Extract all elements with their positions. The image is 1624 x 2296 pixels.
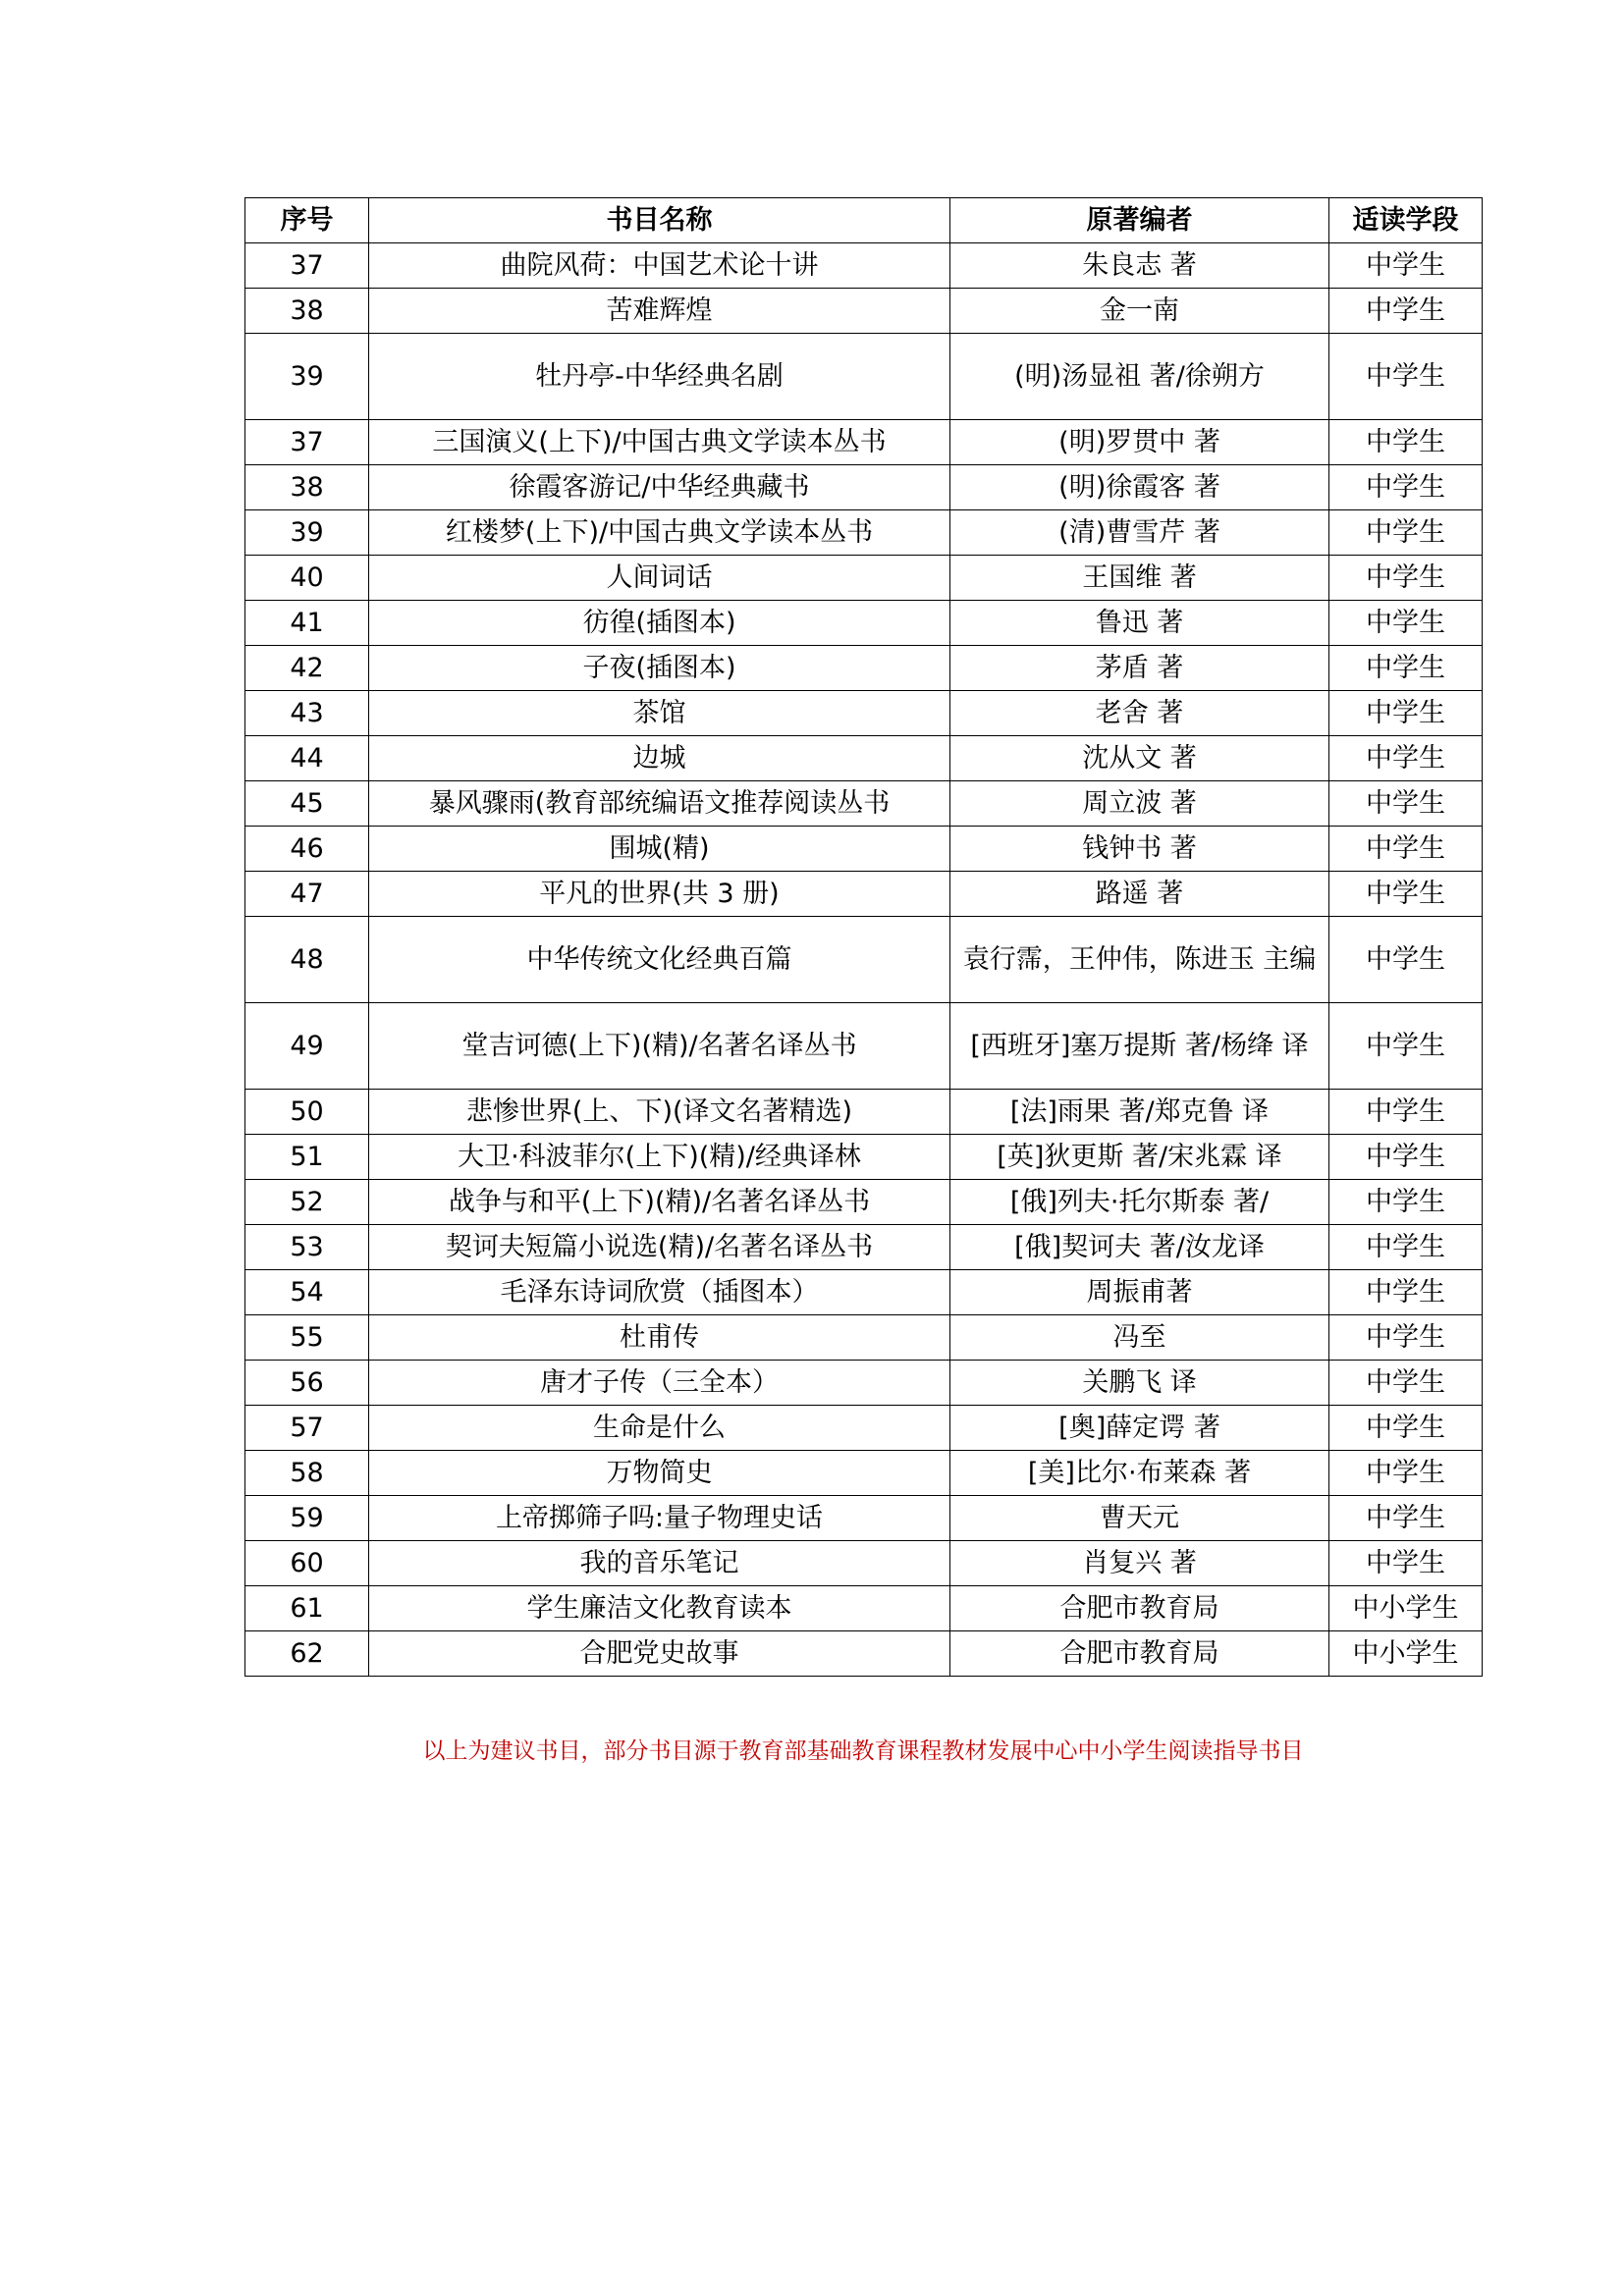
cell-number: 57 xyxy=(245,1406,369,1451)
cell-title: 上帝掷筛子吗:量子物理史话 xyxy=(369,1496,950,1541)
cell-number: 42 xyxy=(245,646,369,691)
cell-stage: 中学生 xyxy=(1329,1135,1483,1180)
cell-author: (明)汤显祖 著/徐朔方 xyxy=(950,334,1329,420)
table-row xyxy=(245,1586,1483,1631)
cell-author: 关鹏飞 译 xyxy=(950,1361,1329,1406)
cell-number: 55 xyxy=(245,1315,369,1361)
cell-number: 51 xyxy=(245,1135,369,1180)
cell-number: 56 xyxy=(245,1361,369,1406)
cell-stage: 中学生 xyxy=(1329,1406,1483,1451)
cell-author: 周振甫著 xyxy=(950,1270,1329,1315)
cell-number: 49 xyxy=(245,1003,369,1090)
cell-stage: 中学生 xyxy=(1329,1003,1483,1090)
cell-title: 暴风骤雨(教育部统编语文推荐阅读丛书 xyxy=(369,781,950,827)
cell-author: [奥]薛定谔 著 xyxy=(950,1406,1329,1451)
cell-number: 62 xyxy=(245,1631,369,1677)
cell-stage: 中学生 xyxy=(1329,917,1483,1003)
cell-stage: 中学生 xyxy=(1329,510,1483,556)
cell-title: 人间词话 xyxy=(369,556,950,601)
cell-author: 王国维 著 xyxy=(950,556,1329,601)
cell-stage: 中学生 xyxy=(1329,1541,1483,1586)
cell-author: [法]雨果 著/郑克鲁 译 xyxy=(950,1090,1329,1135)
table-row xyxy=(245,1003,1483,1090)
cell-stage: 中学生 xyxy=(1329,289,1483,334)
cell-author: (清)曹雪芹 著 xyxy=(950,510,1329,556)
table-row xyxy=(245,917,1483,1003)
table-row xyxy=(245,1631,1483,1677)
header-author: 原著编者 xyxy=(950,198,1329,243)
cell-number: 41 xyxy=(245,601,369,646)
cell-title: 堂吉诃德(上下)(精)/名著名译丛书 xyxy=(369,1003,950,1090)
cell-number: 50 xyxy=(245,1090,369,1135)
cell-author: 茅盾 著 xyxy=(950,646,1329,691)
cell-number: 40 xyxy=(245,556,369,601)
cell-stage: 中学生 xyxy=(1329,1361,1483,1406)
cell-number: 44 xyxy=(245,736,369,781)
cell-author: [俄]列夫·托尔斯泰 著/ xyxy=(950,1180,1329,1225)
cell-stage: 中学生 xyxy=(1329,601,1483,646)
table-row xyxy=(245,1361,1483,1406)
cell-stage: 中学生 xyxy=(1329,827,1483,872)
cell-title: 曲院风荷：中国艺术论十讲 xyxy=(369,243,950,289)
table-row xyxy=(245,420,1483,465)
table-row xyxy=(245,1270,1483,1315)
cell-author: (明)罗贯中 著 xyxy=(950,420,1329,465)
cell-author: 钱钟书 著 xyxy=(950,827,1329,872)
table-row xyxy=(245,1451,1483,1496)
cell-stage: 中学生 xyxy=(1329,1180,1483,1225)
cell-number: 47 xyxy=(245,872,369,917)
cell-author: 周立波 著 xyxy=(950,781,1329,827)
cell-number: 45 xyxy=(245,781,369,827)
cell-number: 61 xyxy=(245,1586,369,1631)
table-row xyxy=(245,243,1483,289)
cell-number: 60 xyxy=(245,1541,369,1586)
cell-stage: 中学生 xyxy=(1329,420,1483,465)
header-number: 序号 xyxy=(245,198,369,243)
cell-title: 红楼梦(上下)/中国古典文学读本丛书 xyxy=(369,510,950,556)
table-row xyxy=(245,1406,1483,1451)
cell-author: 路遥 著 xyxy=(950,872,1329,917)
cell-stage: 中学生 xyxy=(1329,1496,1483,1541)
table-row xyxy=(245,1180,1483,1225)
cell-title: 杜甫传 xyxy=(369,1315,950,1361)
cell-stage: 中学生 xyxy=(1329,556,1483,601)
book-list-table xyxy=(244,197,1483,1677)
cell-author: 冯至 xyxy=(950,1315,1329,1361)
cell-number: 48 xyxy=(245,917,369,1003)
cell-number: 59 xyxy=(245,1496,369,1541)
cell-title: 唐才子传（三全本） xyxy=(369,1361,950,1406)
cell-number: 39 xyxy=(245,510,369,556)
cell-number: 38 xyxy=(245,465,369,510)
cell-title: 契诃夫短篇小说选(精)/名著名译丛书 xyxy=(369,1225,950,1270)
cell-title: 大卫·科波菲尔(上下)(精)/经典译林 xyxy=(369,1135,950,1180)
table-row xyxy=(245,872,1483,917)
cell-author: [俄]契诃夫 著/汝龙译 xyxy=(950,1225,1329,1270)
cell-number: 46 xyxy=(245,827,369,872)
cell-title: 苦难辉煌 xyxy=(369,289,950,334)
cell-title: 边城 xyxy=(369,736,950,781)
table-row xyxy=(245,691,1483,736)
cell-stage: 中学生 xyxy=(1329,243,1483,289)
cell-title: 子夜(插图本) xyxy=(369,646,950,691)
cell-stage: 中小学生 xyxy=(1329,1586,1483,1631)
cell-stage: 中学生 xyxy=(1329,465,1483,510)
cell-number: 58 xyxy=(245,1451,369,1496)
table-row xyxy=(245,289,1483,334)
cell-title: 毛泽东诗词欣赏（插图本） xyxy=(369,1270,950,1315)
cell-title: 悲惨世界(上、下)(译文名著精选) xyxy=(369,1090,950,1135)
cell-author: 袁行霈，王仲伟，陈进玉 主编 xyxy=(950,917,1329,1003)
cell-stage: 中学生 xyxy=(1329,334,1483,420)
table-row xyxy=(245,736,1483,781)
table-row xyxy=(245,1225,1483,1270)
cell-stage: 中学生 xyxy=(1329,872,1483,917)
cell-number: 43 xyxy=(245,691,369,736)
cell-author: 沈从文 著 xyxy=(950,736,1329,781)
cell-stage: 中学生 xyxy=(1329,1090,1483,1135)
cell-author: 朱良志 著 xyxy=(950,243,1329,289)
table-row xyxy=(245,601,1483,646)
cell-author: 金一南 xyxy=(950,289,1329,334)
cell-title: 牡丹亭-中华经典名剧 xyxy=(369,334,950,420)
cell-author: 合肥市教育局 xyxy=(950,1631,1329,1677)
table-row xyxy=(245,1315,1483,1361)
table-header-row xyxy=(245,198,1483,243)
cell-title: 茶馆 xyxy=(369,691,950,736)
table-row xyxy=(245,827,1483,872)
cell-author: [西班牙]塞万提斯 著/杨绛 译 xyxy=(950,1003,1329,1090)
cell-title: 我的音乐笔记 xyxy=(369,1541,950,1586)
cell-number: 54 xyxy=(245,1270,369,1315)
cell-stage: 中学生 xyxy=(1329,646,1483,691)
cell-title: 万物简史 xyxy=(369,1451,950,1496)
cell-author: 肖复兴 著 xyxy=(950,1541,1329,1586)
table-row xyxy=(245,465,1483,510)
cell-author: (明)徐霞客 著 xyxy=(950,465,1329,510)
cell-number: 39 xyxy=(245,334,369,420)
cell-title: 合肥党史故事 xyxy=(369,1631,950,1677)
footnote: 以上为建议书目，部分书目源于教育部基础教育课程教材发展中心中小学生阅读指导书目 xyxy=(422,1738,1304,1764)
table-row xyxy=(245,510,1483,556)
cell-author: 老舍 著 xyxy=(950,691,1329,736)
cell-number: 53 xyxy=(245,1225,369,1270)
cell-author: 合肥市教育局 xyxy=(950,1586,1329,1631)
cell-stage: 中学生 xyxy=(1329,691,1483,736)
header-title: 书目名称 xyxy=(369,198,950,243)
cell-stage: 中学生 xyxy=(1329,1270,1483,1315)
table-row xyxy=(245,556,1483,601)
table-row xyxy=(245,646,1483,691)
cell-stage: 中小学生 xyxy=(1329,1631,1483,1677)
cell-author: [英]狄更斯 著/宋兆霖 译 xyxy=(950,1135,1329,1180)
table-row xyxy=(245,1496,1483,1541)
cell-title: 徐霞客游记/中华经典藏书 xyxy=(369,465,950,510)
cell-title: 学生廉洁文化教育读本 xyxy=(369,1586,950,1631)
cell-number: 37 xyxy=(245,420,369,465)
table-row xyxy=(245,1090,1483,1135)
cell-title: 围城(精) xyxy=(369,827,950,872)
cell-title: 生命是什么 xyxy=(369,1406,950,1451)
cell-title: 三国演义(上下)/中国古典文学读本丛书 xyxy=(369,420,950,465)
cell-title: 中华传统文化经典百篇 xyxy=(369,917,950,1003)
cell-stage: 中学生 xyxy=(1329,1451,1483,1496)
cell-title: 战争与和平(上下)(精)/名著名译丛书 xyxy=(369,1180,950,1225)
cell-number: 38 xyxy=(245,289,369,334)
cell-author: [美]比尔·布莱森 著 xyxy=(950,1451,1329,1496)
table-row xyxy=(245,781,1483,827)
cell-stage: 中学生 xyxy=(1329,1225,1483,1270)
cell-title: 平凡的世界(共 3 册) xyxy=(369,872,950,917)
cell-author: 曹天元 xyxy=(950,1496,1329,1541)
cell-stage: 中学生 xyxy=(1329,736,1483,781)
cell-title: 彷徨(插图本) xyxy=(369,601,950,646)
cell-author: 鲁迅 著 xyxy=(950,601,1329,646)
table-row xyxy=(245,334,1483,420)
cell-number: 52 xyxy=(245,1180,369,1225)
cell-number: 37 xyxy=(245,243,369,289)
cell-stage: 中学生 xyxy=(1329,781,1483,827)
header-stage: 适读学段 xyxy=(1329,198,1483,243)
table-row xyxy=(245,1135,1483,1180)
table-row xyxy=(245,1541,1483,1586)
cell-stage: 中学生 xyxy=(1329,1315,1483,1361)
